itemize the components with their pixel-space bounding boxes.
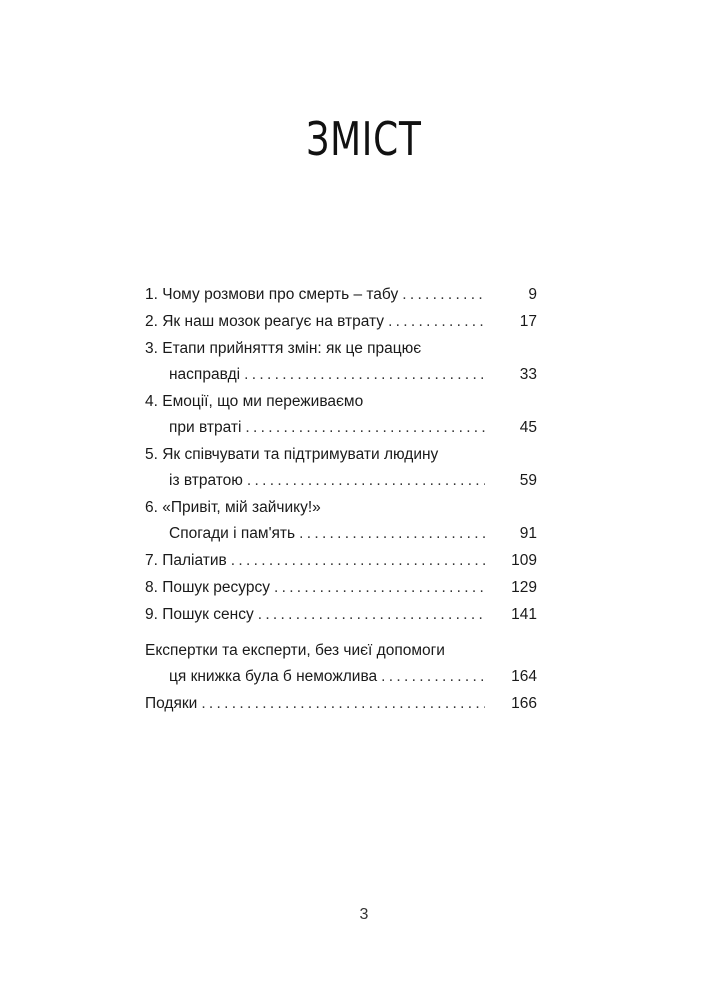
dot-leader	[247, 468, 485, 494]
toc-page-number: 166	[511, 695, 537, 712]
dot-leader	[201, 691, 485, 717]
dot-leader	[388, 309, 485, 335]
table-of-contents	[145, 282, 537, 718]
toc-entry	[145, 638, 537, 690]
dot-leader	[381, 664, 485, 690]
toc-page-number: 141	[511, 606, 537, 623]
toc-entry	[145, 575, 537, 601]
toc-page-number: 164	[511, 668, 537, 685]
toc-entry	[145, 495, 537, 547]
toc-entry-title: 3. Етапи прийняття змін: як це працює	[145, 340, 422, 357]
dot-leader	[245, 415, 485, 441]
toc-entry	[145, 336, 537, 388]
toc-entry	[145, 442, 537, 494]
toc-entry-title: 6. «Привіт, мій зайчику!»	[145, 499, 321, 516]
toc-entry-title-continued: із втратою	[169, 472, 243, 489]
page-number: 3	[359, 906, 369, 923]
toc-entry-title: 7. Паліатив	[145, 552, 227, 569]
toc-page-number: 33	[519, 366, 537, 383]
toc-entry	[145, 282, 537, 308]
toc-entry	[145, 389, 537, 441]
toc-page-number: 45	[519, 419, 537, 436]
toc-entry	[145, 309, 537, 335]
toc-entry-title: Подяки	[145, 695, 198, 712]
toc-entry	[145, 691, 537, 717]
toc-entry-title: 8. Пошук ресурсу	[145, 579, 270, 596]
dot-leader	[299, 521, 485, 547]
dot-leader	[274, 575, 485, 601]
toc-page-number: 17	[519, 313, 537, 330]
toc-entry-title: 1. Чому розмови про смерть – табу	[145, 286, 399, 303]
dot-leader	[244, 362, 485, 388]
toc-entry-title: 2. Як наш мозок реагує на втрату	[145, 313, 385, 330]
toc-entry-title-continued: ця книжка була б неможлива	[169, 668, 378, 685]
dot-leader	[402, 282, 485, 308]
page-title: ЗМІСТ	[306, 112, 422, 166]
toc-entry-title: 4. Емоції, що ми переживаємо	[145, 393, 364, 410]
toc-page-number: 129	[511, 579, 537, 596]
toc-entry-title: 9. Пошук сенсу	[145, 606, 254, 623]
toc-entry-title-continued: Спогади і пам'ять	[169, 525, 296, 542]
toc-entry-title-continued: насправді	[169, 366, 241, 383]
toc-entry	[145, 602, 537, 628]
toc-page-number: 109	[511, 552, 537, 569]
dot-leader	[258, 602, 485, 628]
toc-entry-title-continued: при втраті	[169, 419, 242, 436]
toc-entry-title: 5. Як співчувати та підтримувати людину	[145, 446, 439, 463]
toc-page-number: 59	[519, 472, 537, 489]
toc-entry	[145, 548, 537, 574]
toc-page-number: 9	[528, 286, 537, 303]
dot-leader	[231, 548, 485, 574]
toc-page-number: 91	[519, 525, 537, 542]
toc-entry-title: Експертки та експерти, без чиєї допомоги	[145, 642, 445, 659]
